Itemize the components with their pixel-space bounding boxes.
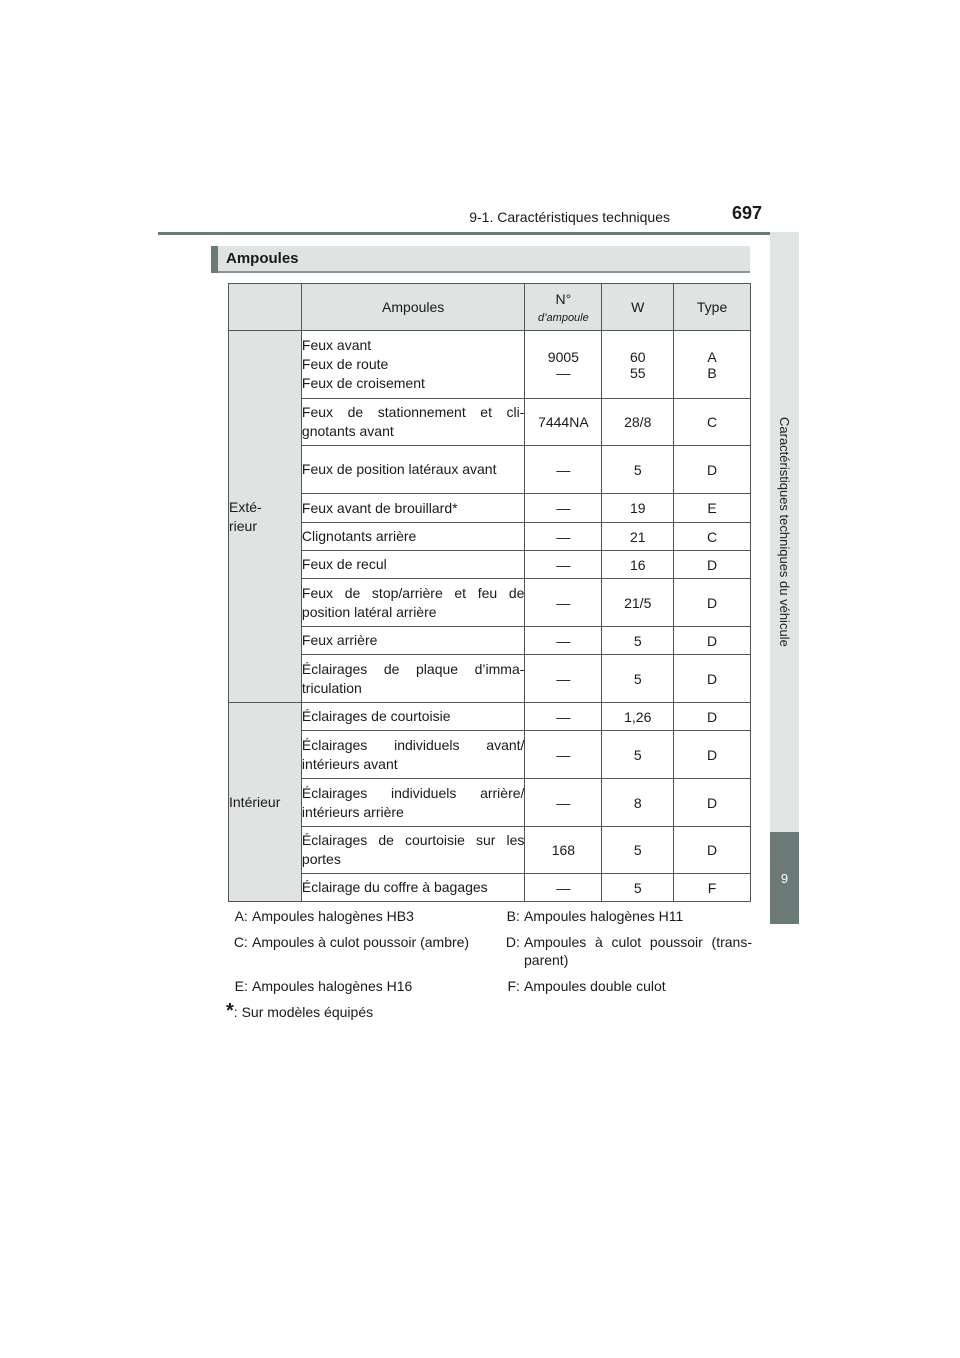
section-title: Ampoules (226, 250, 299, 267)
table-row (229, 399, 751, 446)
bulb-name: Feux de stationnement et cli-gnotants avant (301, 399, 525, 446)
table-row (229, 731, 751, 779)
header-number (525, 284, 602, 331)
header-section-title: 9-1. Caractéristiques techniques (469, 209, 670, 225)
bulb-watts: 8 (602, 779, 674, 827)
bulb-number: — (525, 627, 602, 655)
legend-key: F (507, 978, 516, 994)
bulb-name: Feux de stop/arrière et feu de position latéral arrière (301, 579, 525, 627)
table-row (229, 827, 751, 874)
bulb-watts: 28/8 (602, 399, 674, 446)
bulb-type: D (674, 731, 751, 779)
bulb-number: — (525, 731, 602, 779)
legend-text: Ampoules halogènes HB3 (252, 908, 414, 924)
legend-row (222, 933, 752, 969)
asterisk-text: : Sur modèles équipés (233, 1004, 374, 1020)
table-row (229, 523, 751, 551)
bulb-number: — (525, 874, 602, 902)
legend-text: Ampoules halogènes H11 (524, 908, 684, 924)
asterisk-note (226, 1000, 752, 1022)
bulb-type: D (674, 779, 751, 827)
header-type: Type (674, 284, 751, 331)
table-row (229, 703, 751, 731)
bulb-type: D (674, 703, 751, 731)
table-row (229, 655, 751, 703)
bulb-name: Feux avant Feux de route Feux de croisement (301, 331, 525, 399)
header-blank (229, 284, 302, 331)
bulb-type: F (674, 874, 751, 902)
bulb-watts: 5 (602, 446, 674, 494)
table-row (229, 874, 751, 902)
legend-key: A (234, 908, 244, 924)
table-row (229, 779, 751, 827)
bulb-type: D (674, 827, 751, 874)
bulb-type: D (674, 551, 751, 579)
bulb-watts: 19 (602, 494, 674, 523)
bulb-watts: 60 55 (602, 331, 674, 399)
bulb-name: Éclairages de courtoisie (301, 703, 525, 731)
legend-notes (222, 907, 752, 1021)
bulb-type: A B (674, 331, 751, 399)
bulb-type: D (674, 579, 751, 627)
legend-text: Ampoules à culot poussoir (trans-parent) (524, 934, 752, 968)
legend-text: Ampoules double culot (524, 978, 666, 994)
bulb-watts: 21 (602, 523, 674, 551)
bulb-table (228, 283, 751, 902)
bulb-type: D (674, 627, 751, 655)
header-rule (158, 232, 799, 235)
bulb-number: — (525, 494, 602, 523)
bulb-name: Éclairages de plaque d’imma-triculation (301, 655, 525, 703)
bulb-name: Éclairages individuels arrière/ intérieurs arrière (301, 779, 525, 827)
legend-note-d: D : Ampoules à culot poussoir (trans-parent) (494, 933, 752, 969)
legend-note-f: F : Ampoules double culot (494, 977, 752, 995)
bulb-number: — (525, 446, 602, 494)
side-tab-label: Caractéristiques techniques du véhicule (777, 417, 792, 647)
legend-row (222, 907, 752, 925)
table-header-row (229, 284, 751, 331)
group-exterior: Exté- rieur (229, 331, 302, 703)
bulb-number: — (525, 703, 602, 731)
asterisk-symbol: * (226, 1000, 234, 1022)
bulb-watts: 5 (602, 627, 674, 655)
header-watts: W (602, 284, 674, 331)
bulb-type: D (674, 446, 751, 494)
bulb-number: — (525, 655, 602, 703)
bulb-number: — (525, 523, 602, 551)
bulb-watts: 1,26 (602, 703, 674, 731)
legend-note-c: C : Ampoules à culot poussoir (ambre) (222, 933, 494, 969)
bulb-type: C (674, 523, 751, 551)
bulb-type: C (674, 399, 751, 446)
table-row (229, 579, 751, 627)
bulb-type: E (674, 494, 751, 523)
group-interior: Intérieur (229, 703, 302, 902)
chapter-number: 9 (770, 832, 799, 924)
bulb-name: Éclairages de courtoisie sur les portes (301, 827, 525, 874)
bulb-watts: 5 (602, 655, 674, 703)
bulb-name: Feux de position latéraux avant (301, 446, 525, 494)
legend-key: C (233, 934, 244, 950)
table-row (229, 331, 751, 399)
bulb-number: 9005 — (525, 331, 602, 399)
bulb-name: Éclairages individuels avant/ intérieurs avant (301, 731, 525, 779)
page-number: 697 (731, 203, 762, 223)
header-number-top: N° (555, 290, 572, 307)
bulb-number: 7444NA (525, 399, 602, 446)
bulb-number: — (525, 579, 602, 627)
table-row (229, 627, 751, 655)
bulb-number: — (525, 551, 602, 579)
bulb-name: Feux arrière (301, 627, 525, 655)
bulb-watts: 16 (602, 551, 674, 579)
bulb-number: — (525, 779, 602, 827)
legend-key: E (234, 978, 244, 994)
legend-key: D (505, 934, 516, 950)
bulb-name: Éclairage du coffre à bagages (301, 874, 525, 902)
bulb-type: D (674, 655, 751, 703)
bulb-number: 168 (525, 827, 602, 874)
bulb-name: Feux de recul (301, 551, 525, 579)
bulb-name: Feux avant de brouillard* (301, 494, 525, 523)
bulb-watts: 5 (602, 731, 674, 779)
legend-key: B (506, 908, 516, 924)
bulb-watts: 21/5 (602, 579, 674, 627)
table-row (229, 494, 751, 523)
header-number-sub: d’ampoule (537, 311, 589, 324)
section-bar-accent (211, 246, 218, 273)
legend-row (222, 977, 752, 995)
bulb-watts: 5 (602, 874, 674, 902)
legend-note-b: B : Ampoules halogènes H11 (494, 907, 752, 925)
legend-note-e: E : Ampoules halogènes H16 (222, 977, 494, 995)
table-row (229, 551, 751, 579)
header-bulbs: Ampoules (301, 284, 525, 331)
legend-note-a: A : Ampoules halogènes HB3 (222, 907, 494, 925)
legend-text: Ampoules à culot poussoir (ambre) (252, 934, 470, 950)
legend-text: Ampoules halogènes H16 (252, 978, 413, 994)
table-row (229, 446, 751, 494)
bulb-name: Clignotants arrière (301, 523, 525, 551)
bulb-watts: 5 (602, 827, 674, 874)
